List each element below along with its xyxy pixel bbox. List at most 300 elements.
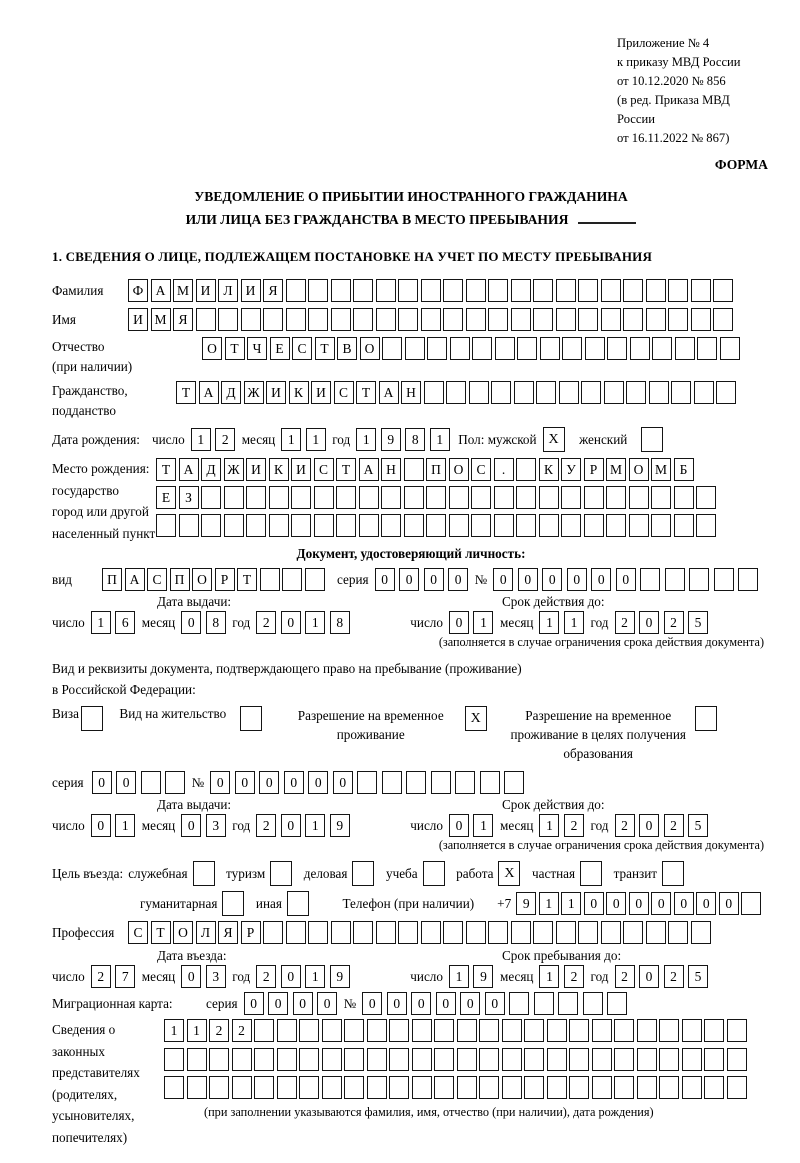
char-box[interactable]: 5 — [688, 611, 708, 634]
char-box[interactable] — [533, 921, 553, 944]
char-box[interactable] — [607, 337, 627, 360]
char-box[interactable] — [502, 1019, 522, 1042]
char-box[interactable]: И — [246, 458, 266, 481]
char-box[interactable] — [614, 1076, 634, 1099]
char-box[interactable]: 0 — [116, 771, 136, 794]
char-box[interactable]: 2 — [664, 965, 684, 988]
char-box[interactable]: 9 — [330, 965, 350, 988]
char-box[interactable]: О — [192, 568, 212, 591]
identity-number-input[interactable] — [493, 568, 763, 591]
char-box[interactable] — [691, 308, 711, 331]
stay-day[interactable] — [449, 965, 498, 988]
char-box[interactable]: 2 — [91, 965, 111, 988]
char-box[interactable] — [646, 921, 666, 944]
char-box[interactable] — [331, 308, 351, 331]
char-box[interactable] — [727, 1076, 747, 1099]
char-box[interactable] — [404, 458, 424, 481]
char-box[interactable]: Е — [156, 486, 176, 509]
char-box[interactable] — [682, 1076, 702, 1099]
char-box[interactable]: . — [494, 458, 514, 481]
char-box[interactable]: 0 — [284, 771, 304, 794]
char-box[interactable]: Т — [151, 921, 171, 944]
char-box[interactable]: 9 — [473, 965, 493, 988]
char-box[interactable]: 0 — [268, 992, 288, 1015]
char-box[interactable] — [607, 992, 627, 1015]
char-box[interactable] — [232, 1048, 252, 1071]
char-box[interactable] — [286, 308, 306, 331]
char-box[interactable] — [263, 921, 283, 944]
char-box[interactable] — [196, 308, 216, 331]
char-box[interactable]: 1 — [306, 428, 326, 451]
char-box[interactable] — [426, 486, 446, 509]
option-temp-residence-checkbox[interactable] — [465, 706, 490, 731]
char-box[interactable] — [405, 337, 425, 360]
char-box[interactable] — [241, 308, 261, 331]
identity-expiry-year[interactable] — [615, 611, 713, 634]
purpose-transit-checkbox[interactable] — [662, 861, 687, 886]
char-box[interactable] — [652, 337, 672, 360]
char-box[interactable] — [569, 1076, 589, 1099]
char-box[interactable] — [466, 921, 486, 944]
char-box[interactable] — [524, 1076, 544, 1099]
residence-expiry-day[interactable] — [449, 814, 498, 837]
char-box[interactable]: Т — [336, 458, 356, 481]
char-box[interactable] — [592, 1019, 612, 1042]
char-box[interactable] — [398, 279, 418, 302]
char-box[interactable] — [331, 279, 351, 302]
char-box[interactable] — [682, 1019, 702, 1042]
char-box[interactable] — [516, 514, 536, 537]
char-box[interactable] — [585, 337, 605, 360]
char-box[interactable] — [398, 308, 418, 331]
char-box[interactable] — [606, 486, 626, 509]
char-box[interactable] — [704, 1076, 724, 1099]
char-box[interactable] — [651, 486, 671, 509]
sex-male-checkbox[interactable] — [543, 427, 568, 452]
char-box[interactable] — [704, 1019, 724, 1042]
char-box[interactable]: 1 — [281, 428, 301, 451]
char-box[interactable] — [443, 279, 463, 302]
char-box[interactable]: С — [334, 381, 354, 404]
char-box[interactable]: М — [151, 308, 171, 331]
char-box[interactable]: С — [314, 458, 334, 481]
char-box[interactable] — [696, 514, 716, 537]
char-box[interactable]: Н — [381, 458, 401, 481]
char-box[interactable]: Б — [674, 458, 694, 481]
char-box[interactable] — [381, 486, 401, 509]
char-box[interactable] — [547, 1076, 567, 1099]
char-box[interactable] — [697, 337, 717, 360]
char-box[interactable]: 0 — [460, 992, 480, 1015]
char-box[interactable] — [502, 1048, 522, 1071]
char-box[interactable]: Ф — [128, 279, 148, 302]
char-box[interactable]: И — [128, 308, 148, 331]
char-box[interactable]: 2 — [209, 1019, 229, 1042]
char-box[interactable] — [714, 568, 734, 591]
char-box[interactable] — [651, 514, 671, 537]
char-box[interactable] — [561, 514, 581, 537]
char-box[interactable]: 1 — [539, 611, 559, 634]
char-box[interactable] — [424, 381, 444, 404]
char-box[interactable] — [694, 381, 714, 404]
char-box[interactable]: 0 — [92, 771, 112, 794]
char-box[interactable]: О — [202, 337, 222, 360]
char-box[interactable] — [614, 1048, 634, 1071]
char-box[interactable] — [561, 486, 581, 509]
residence-series-input[interactable] — [92, 771, 190, 794]
char-box[interactable] — [494, 514, 514, 537]
char-box[interactable] — [353, 308, 373, 331]
birth-year-input[interactable] — [356, 428, 454, 451]
char-box[interactable] — [457, 1076, 477, 1099]
char-box[interactable] — [269, 514, 289, 537]
birth-place-input-2[interactable] — [156, 486, 719, 509]
char-box[interactable] — [488, 308, 508, 331]
char-box[interactable] — [674, 486, 694, 509]
char-box[interactable] — [691, 279, 711, 302]
char-box[interactable]: М — [606, 458, 626, 481]
char-box[interactable] — [421, 921, 441, 944]
char-box[interactable] — [578, 279, 598, 302]
char-box[interactable]: 2 — [615, 611, 635, 634]
char-box[interactable]: 0 — [606, 892, 626, 915]
char-box[interactable]: 1 — [164, 1019, 184, 1042]
char-box[interactable]: Л — [218, 279, 238, 302]
char-box[interactable] — [511, 279, 531, 302]
char-box[interactable]: 1 — [191, 428, 211, 451]
char-box[interactable] — [547, 1019, 567, 1042]
char-box[interactable]: Д — [221, 381, 241, 404]
char-box[interactable] — [509, 992, 529, 1015]
residence-issue-month[interactable] — [181, 814, 230, 837]
entry-day[interactable] — [91, 965, 140, 988]
char-box[interactable] — [187, 1048, 207, 1071]
char-box[interactable] — [218, 308, 238, 331]
char-box[interactable] — [299, 1048, 319, 1071]
purpose-study-checkbox[interactable] — [423, 861, 448, 886]
char-box[interactable]: Ч — [247, 337, 267, 360]
char-box[interactable] — [286, 921, 306, 944]
char-box[interactable] — [741, 892, 761, 915]
char-box[interactable]: М — [651, 458, 671, 481]
char-box[interactable]: 0 — [591, 568, 611, 591]
char-box[interactable] — [291, 486, 311, 509]
char-box[interactable]: 1 — [564, 611, 584, 634]
char-box[interactable] — [630, 337, 650, 360]
char-box[interactable]: 3 — [206, 965, 226, 988]
char-box[interactable]: Т — [356, 381, 376, 404]
representatives-input-3[interactable] — [164, 1076, 749, 1099]
char-box[interactable] — [431, 771, 451, 794]
char-box[interactable] — [389, 1076, 409, 1099]
char-box[interactable]: 0 — [317, 992, 337, 1015]
char-box[interactable]: С — [292, 337, 312, 360]
birth-place-input-1[interactable] — [156, 458, 696, 481]
char-box[interactable] — [381, 514, 401, 537]
char-box[interactable] — [533, 279, 553, 302]
char-box[interactable] — [696, 486, 716, 509]
char-box[interactable]: 2 — [615, 965, 635, 988]
char-box[interactable]: 8 — [206, 611, 226, 634]
identity-expiry-day[interactable] — [449, 611, 498, 634]
char-box[interactable] — [376, 308, 396, 331]
char-box[interactable] — [353, 279, 373, 302]
char-box[interactable]: П — [426, 458, 446, 481]
char-box[interactable] — [299, 1019, 319, 1042]
char-box[interactable]: А — [179, 458, 199, 481]
char-box[interactable] — [716, 381, 736, 404]
identity-issue-month[interactable] — [181, 611, 230, 634]
char-box[interactable] — [637, 1048, 657, 1071]
char-box[interactable]: 9 — [330, 814, 350, 837]
char-box[interactable] — [626, 381, 646, 404]
char-box[interactable]: 0 — [567, 568, 587, 591]
char-box[interactable]: 2 — [256, 611, 276, 634]
char-box[interactable]: А — [151, 279, 171, 302]
char-box[interactable] — [641, 427, 663, 452]
char-box[interactable] — [524, 1048, 544, 1071]
birth-day-input[interactable] — [191, 428, 240, 451]
stay-month[interactable] — [539, 965, 588, 988]
char-box[interactable] — [314, 486, 334, 509]
char-box[interactable] — [536, 381, 556, 404]
char-box[interactable]: 2 — [215, 428, 235, 451]
char-box[interactable]: 1 — [430, 428, 450, 451]
char-box[interactable] — [246, 486, 266, 509]
char-box[interactable]: X — [498, 861, 520, 886]
char-box[interactable] — [376, 279, 396, 302]
char-box[interactable] — [601, 279, 621, 302]
residence-issue-year[interactable] — [256, 814, 354, 837]
char-box[interactable] — [322, 1076, 342, 1099]
char-box[interactable] — [727, 1048, 747, 1071]
char-box[interactable] — [713, 279, 733, 302]
char-box[interactable] — [165, 771, 185, 794]
char-box[interactable] — [558, 992, 578, 1015]
char-box[interactable]: А — [359, 458, 379, 481]
char-box[interactable] — [344, 1019, 364, 1042]
char-box[interactable] — [580, 861, 602, 886]
char-box[interactable] — [569, 1048, 589, 1071]
char-box[interactable]: 1 — [539, 892, 559, 915]
char-box[interactable] — [254, 1048, 274, 1071]
char-box[interactable]: 5 — [688, 814, 708, 837]
char-box[interactable] — [209, 1076, 229, 1099]
char-box[interactable] — [367, 1048, 387, 1071]
char-box[interactable] — [270, 861, 292, 886]
char-box[interactable]: 2 — [564, 814, 584, 837]
char-box[interactable] — [517, 337, 537, 360]
char-box[interactable] — [322, 1048, 342, 1071]
char-box[interactable]: М — [173, 279, 193, 302]
char-box[interactable]: З — [179, 486, 199, 509]
char-box[interactable] — [201, 514, 221, 537]
char-box[interactable]: 1 — [91, 611, 111, 634]
representatives-input-2[interactable] — [164, 1048, 749, 1071]
char-box[interactable]: 0 — [210, 771, 230, 794]
birth-place-input-3[interactable] — [156, 514, 719, 537]
char-box[interactable] — [193, 861, 215, 886]
char-box[interactable]: П — [170, 568, 190, 591]
char-box[interactable] — [299, 1076, 319, 1099]
char-box[interactable]: А — [199, 381, 219, 404]
char-box[interactable]: И — [311, 381, 331, 404]
char-box[interactable] — [179, 514, 199, 537]
char-box[interactable]: 0 — [542, 568, 562, 591]
char-box[interactable] — [592, 1076, 612, 1099]
char-box[interactable] — [398, 921, 418, 944]
char-box[interactable] — [584, 514, 604, 537]
char-box[interactable]: 0 — [281, 814, 301, 837]
purpose-work-checkbox[interactable] — [498, 861, 523, 886]
char-box[interactable] — [720, 337, 740, 360]
char-box[interactable]: И — [291, 458, 311, 481]
purpose-tourism-checkbox[interactable] — [270, 861, 295, 886]
char-box[interactable] — [291, 514, 311, 537]
profession-input[interactable] — [128, 921, 713, 944]
identity-series-input[interactable] — [375, 568, 473, 591]
char-box[interactable]: О — [360, 337, 380, 360]
char-box[interactable] — [662, 861, 684, 886]
char-box[interactable]: 1 — [305, 814, 325, 837]
identity-issue-day[interactable] — [91, 611, 140, 634]
char-box[interactable] — [637, 1076, 657, 1099]
char-box[interactable] — [491, 381, 511, 404]
char-box[interactable] — [516, 486, 536, 509]
stay-year[interactable] — [615, 965, 713, 988]
char-box[interactable] — [457, 1019, 477, 1042]
representatives-input-1[interactable] — [164, 1019, 749, 1042]
char-box[interactable] — [322, 1019, 342, 1042]
entry-year[interactable] — [256, 965, 354, 988]
char-box[interactable] — [331, 921, 351, 944]
patronymic-input[interactable] — [202, 337, 742, 360]
char-box[interactable] — [562, 337, 582, 360]
char-box[interactable] — [466, 308, 486, 331]
char-box[interactable] — [472, 337, 492, 360]
char-box[interactable] — [209, 1048, 229, 1071]
identity-kind-input[interactable] — [102, 568, 327, 591]
char-box[interactable] — [353, 921, 373, 944]
char-box[interactable] — [357, 771, 377, 794]
char-box[interactable]: 1 — [305, 965, 325, 988]
char-box[interactable]: Т — [156, 458, 176, 481]
char-box[interactable] — [569, 1019, 589, 1042]
char-box[interactable] — [450, 337, 470, 360]
char-box[interactable] — [286, 279, 306, 302]
char-box[interactable]: Я — [218, 921, 238, 944]
char-box[interactable]: Р — [215, 568, 235, 591]
char-box[interactable]: 2 — [564, 965, 584, 988]
char-box[interactable]: 3 — [206, 814, 226, 837]
char-box[interactable]: 2 — [256, 814, 276, 837]
char-box[interactable]: 8 — [405, 428, 425, 451]
char-box[interactable]: 0 — [91, 814, 111, 837]
char-box[interactable] — [511, 308, 531, 331]
option-residence-permit-checkbox[interactable] — [240, 706, 265, 731]
char-box[interactable]: Е — [270, 337, 290, 360]
char-box[interactable]: 0 — [244, 992, 264, 1015]
char-box[interactable] — [556, 279, 576, 302]
char-box[interactable] — [412, 1019, 432, 1042]
char-box[interactable]: Р — [584, 458, 604, 481]
char-box[interactable] — [305, 568, 325, 591]
char-box[interactable]: И — [196, 279, 216, 302]
char-box[interactable] — [376, 921, 396, 944]
char-box[interactable] — [336, 486, 356, 509]
char-box[interactable] — [504, 771, 524, 794]
char-box[interactable] — [480, 771, 500, 794]
purpose-other-checkbox[interactable] — [287, 891, 312, 916]
char-box[interactable] — [254, 1076, 274, 1099]
purpose-official-checkbox[interactable] — [193, 861, 218, 886]
char-box[interactable]: 0 — [616, 568, 636, 591]
char-box[interactable] — [584, 486, 604, 509]
char-box[interactable]: 0 — [719, 892, 739, 915]
char-box[interactable] — [359, 514, 379, 537]
char-box[interactable]: 1 — [449, 965, 469, 988]
char-box[interactable]: К — [269, 458, 289, 481]
char-box[interactable] — [359, 486, 379, 509]
residence-expiry-month[interactable] — [539, 814, 588, 837]
char-box[interactable]: О — [173, 921, 193, 944]
char-box[interactable] — [240, 706, 262, 731]
char-box[interactable] — [606, 514, 626, 537]
identity-expiry-month[interactable] — [539, 611, 588, 634]
char-box[interactable]: Т — [225, 337, 245, 360]
char-box[interactable]: В — [337, 337, 357, 360]
char-box[interactable] — [668, 921, 688, 944]
char-box[interactable] — [540, 337, 560, 360]
char-box[interactable]: 1 — [473, 814, 493, 837]
char-box[interactable] — [623, 308, 643, 331]
char-box[interactable] — [308, 308, 328, 331]
char-box[interactable] — [224, 514, 244, 537]
char-box[interactable] — [282, 568, 302, 591]
char-box[interactable]: С — [128, 921, 148, 944]
char-box[interactable] — [479, 1019, 499, 1042]
char-box[interactable]: 0 — [375, 568, 395, 591]
char-box[interactable]: 0 — [362, 992, 382, 1015]
char-box[interactable]: Т — [237, 568, 257, 591]
char-box[interactable] — [514, 381, 534, 404]
char-box[interactable] — [457, 1048, 477, 1071]
char-box[interactable] — [434, 1019, 454, 1042]
char-box[interactable]: Т — [315, 337, 335, 360]
char-box[interactable] — [201, 486, 221, 509]
char-box[interactable] — [539, 514, 559, 537]
char-box[interactable] — [263, 308, 283, 331]
surname-input[interactable] — [128, 279, 736, 302]
char-box[interactable] — [668, 308, 688, 331]
option-visa-checkbox[interactable] — [81, 706, 106, 731]
char-box[interactable]: А — [379, 381, 399, 404]
char-box[interactable]: У — [561, 458, 581, 481]
char-box[interactable] — [308, 921, 328, 944]
char-box[interactable] — [389, 1019, 409, 1042]
char-box[interactable] — [382, 337, 402, 360]
purpose-humanitarian-checkbox[interactable] — [222, 891, 247, 916]
phone-input[interactable] — [516, 892, 764, 915]
char-box[interactable]: И — [266, 381, 286, 404]
char-box[interactable] — [516, 458, 536, 481]
char-box[interactable]: 0 — [399, 568, 419, 591]
char-box[interactable] — [578, 921, 598, 944]
char-box[interactable] — [382, 771, 402, 794]
char-box[interactable] — [469, 381, 489, 404]
char-box[interactable] — [471, 486, 491, 509]
char-box[interactable]: 1 — [473, 611, 493, 634]
